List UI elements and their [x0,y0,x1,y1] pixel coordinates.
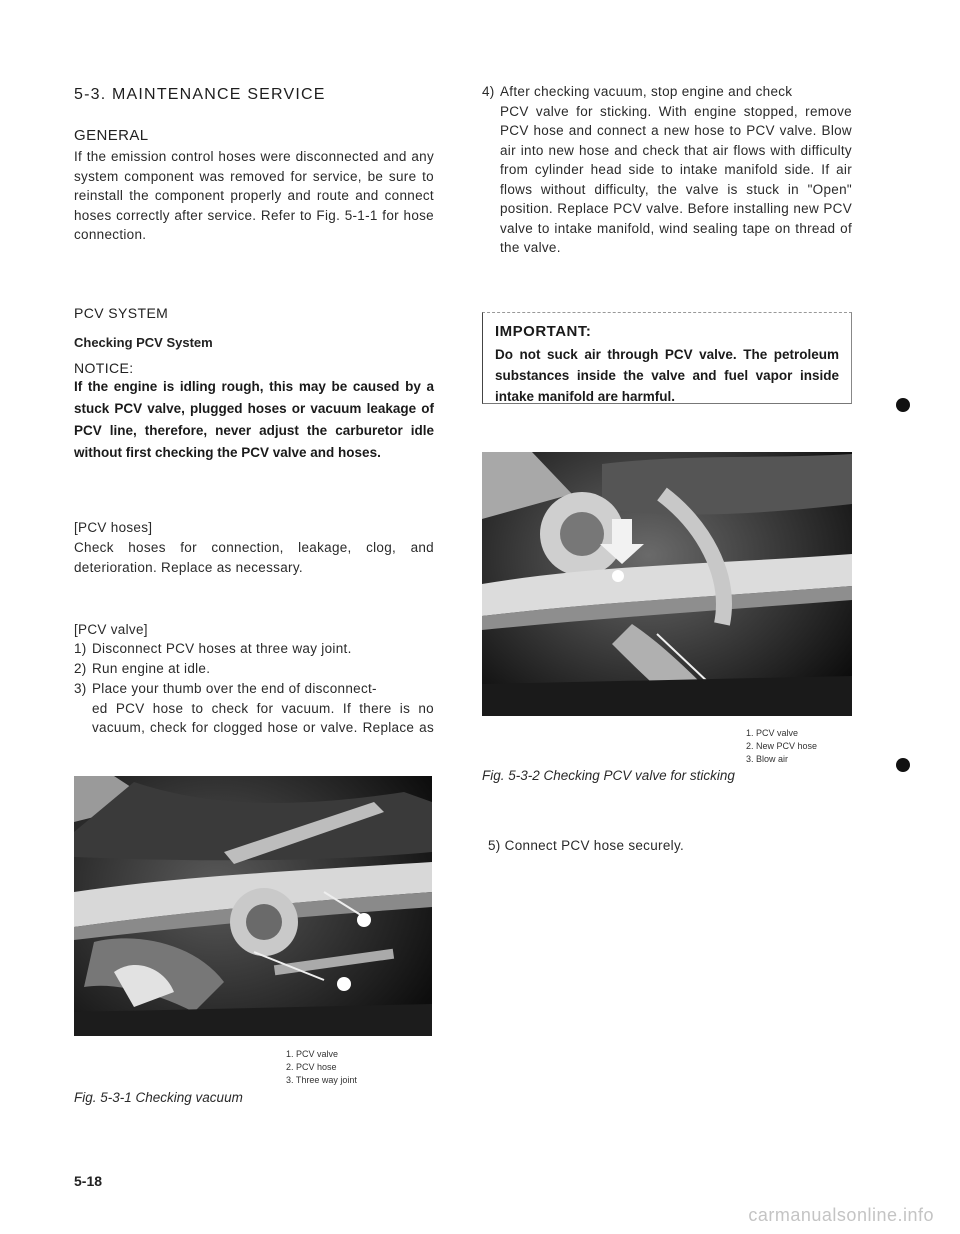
important-label: IMPORTANT: [495,323,592,340]
important-box [482,312,852,404]
general-heading: GENERAL [74,127,149,144]
margin-bullet [896,758,910,772]
photo-checking-vacuum [74,742,432,1036]
pcv-hoses-text: Check hoses for connection, leakage, clog, and deterioration. Replace as necessary. [74,540,434,575]
step-3: 3) Place your thumb over the end of disconnect- ed PCV hose to check for vacuum. If there is no vacuum, check for clogged hose or valve. Replace as [74,681,434,735]
photo-checking-sticking [482,424,852,716]
checking-pcv-heading: Checking PCV System [74,335,213,350]
page-number: 5-18 [74,1173,103,1189]
margin-bullet [896,398,910,412]
important-text: Do not suck air through PCV valve. The petroleum substances inside the valve and fuel vapor inside intake manifold are harmful. [495,347,839,404]
step-4: 4) After checking vacuum, stop engine and check PCV valve for sticking. With engine stopped, remove PCV hose and connect a new hose to PCV valve. Blow air into new hose and check that air flows with difficulty from cylinder head side to intake manifold side. If air flows without difficulty, the valve is stuck in "Open" position. Replace PCV valve. Before installing new PCV valve to intake manifold, wind sealing tape on thread of the valve. [482,84,852,255]
fig1-caption: Fig. 5-3-1 Checking vacuum [74,1090,243,1105]
pcv-system-heading: PCV SYSTEM [74,305,169,321]
watermark: carmanualsonline.info [748,1205,934,1225]
pcv-valve-heading: [PCV valve] [74,622,148,637]
fig1-legend: 1. PCV valve 2. PCV hose 3. Three way joint [286,1049,357,1085]
step-2: 2) Run engine at idle. [74,661,211,676]
section-title: 5-3. MAINTENANCE SERVICE [74,86,326,103]
notice-label: NOTICE: [74,360,134,376]
general-text: If the emission control hoses were disconnected and any system component was removed for service, be sure to reinstall the component properly and route and connect hoses correctly after service. Refer to Fig. 5-1-1 for hose connection. [74,149,434,242]
step-1: 1) Disconnect PCV hoses at three way joint. [74,641,352,656]
notice-text: If the engine is idling rough, this may be caused by a stuck PCV valve, plugged hoses or vacuum leakage of PCV line, therefore, never adjust the carburetor idle without first checking the PCV valve and hoses. [74,379,434,460]
fig2-caption: Fig. 5-3-2 Checking PCV valve for sticking [482,768,735,783]
pcv-hoses-heading: [PCV hoses] [74,520,153,535]
fig2-legend: 1. PCV valve 2. New PCV hose 3. Blow air [746,728,818,764]
step-5: 5) Connect PCV hose securely. [488,838,685,853]
